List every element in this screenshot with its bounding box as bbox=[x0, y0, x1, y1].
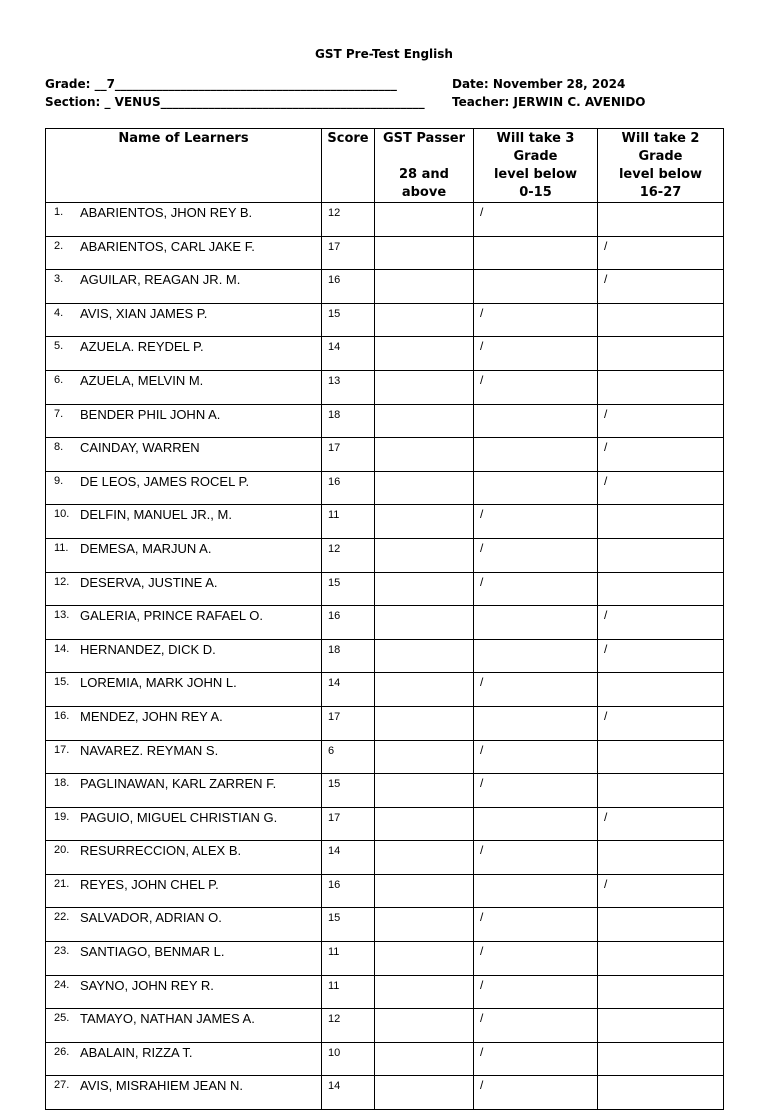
three-grade-below-cell: / bbox=[474, 1042, 598, 1076]
two-grade-below-cell: / bbox=[598, 236, 724, 270]
table-row bbox=[46, 673, 724, 707]
score-cell: 15 bbox=[322, 303, 375, 337]
date-line: Date: November 28, 2024 bbox=[452, 77, 626, 91]
three-grade-below-cell bbox=[474, 471, 598, 505]
gst-passer-cell bbox=[375, 337, 474, 371]
score-cell: 11 bbox=[322, 505, 375, 539]
learner-name: SAYNO, JOHN REY R. bbox=[80, 977, 214, 993]
three-grade-below-cell bbox=[474, 270, 598, 304]
header-score: Score bbox=[322, 129, 375, 203]
learner-name-cell bbox=[46, 203, 322, 237]
row-number: 6. bbox=[54, 373, 64, 386]
header-two-line1: Will take 2 Grade bbox=[621, 131, 700, 164]
score-cell: 18 bbox=[322, 404, 375, 438]
learner-name-cell bbox=[46, 841, 322, 875]
learner-name-cell bbox=[46, 606, 322, 640]
gst-passer-cell bbox=[375, 370, 474, 404]
gst-passer-cell bbox=[375, 673, 474, 707]
learner-name-cell bbox=[46, 740, 322, 774]
learner-name: SANTIAGO, BENMAR L. bbox=[80, 944, 225, 960]
learner-name-cell bbox=[46, 774, 322, 808]
gst-passer-cell bbox=[375, 572, 474, 606]
two-grade-below-cell bbox=[598, 942, 724, 976]
three-grade-below-cell bbox=[474, 236, 598, 270]
two-grade-below-cell: / bbox=[598, 270, 724, 304]
three-grade-below-cell: / bbox=[474, 841, 598, 875]
row-number: 5. bbox=[54, 340, 64, 353]
gst-passer-cell bbox=[375, 606, 474, 640]
row-number: 25. bbox=[54, 1012, 70, 1025]
gst-passer-cell bbox=[375, 841, 474, 875]
table-row bbox=[46, 841, 724, 875]
header-three-line1: Will take 3 Grade bbox=[496, 131, 575, 164]
learner-name: PAGUIO, MIGUEL CHRISTIAN G. bbox=[80, 809, 278, 825]
gst-passer-cell bbox=[375, 807, 474, 841]
table-row bbox=[46, 370, 724, 404]
three-grade-below-cell: / bbox=[474, 505, 598, 539]
row-number: 11. bbox=[54, 541, 69, 554]
row-number: 15. bbox=[54, 676, 70, 689]
learner-name: DEMESA, MARJUN A. bbox=[80, 540, 212, 556]
two-grade-below-cell bbox=[598, 1042, 724, 1076]
table-row bbox=[46, 572, 724, 606]
score-cell: 6 bbox=[322, 740, 375, 774]
score-cell: 16 bbox=[322, 471, 375, 505]
two-grade-below-cell bbox=[598, 1076, 724, 1110]
learner-name: LOREMIA, MARK JOHN L. bbox=[80, 675, 237, 691]
gst-passer-cell bbox=[375, 639, 474, 673]
learner-name: RESURRECCION, ALEX B. bbox=[80, 843, 242, 859]
gst-passer-cell bbox=[375, 471, 474, 505]
learner-name: HERNANDEZ, DICK D. bbox=[80, 641, 216, 657]
gst-passer-cell bbox=[375, 706, 474, 740]
gst-passer-cell bbox=[375, 505, 474, 539]
score-cell: 15 bbox=[322, 774, 375, 808]
row-number: 8. bbox=[54, 441, 64, 454]
learner-name: NAVAREZ. REYMAN S. bbox=[80, 742, 219, 758]
score-cell: 10 bbox=[322, 1042, 375, 1076]
learner-name: SALVADOR, ADRIAN O. bbox=[80, 910, 222, 926]
row-number: 23. bbox=[54, 945, 70, 958]
two-grade-below-cell bbox=[598, 538, 724, 572]
score-cell: 14 bbox=[322, 337, 375, 371]
header-three-grade-below bbox=[474, 129, 598, 203]
learner-name: TAMAYO, NATHAN JAMES A. bbox=[80, 1011, 255, 1027]
learner-name: AVIS, XIAN JAMES P. bbox=[80, 305, 208, 321]
three-grade-below-cell bbox=[474, 606, 598, 640]
learner-name-cell bbox=[46, 303, 322, 337]
learners-table bbox=[45, 128, 724, 1110]
table-row bbox=[46, 1042, 724, 1076]
learner-name: MENDEZ, JOHN REY A. bbox=[80, 708, 223, 724]
two-grade-below-cell bbox=[598, 203, 724, 237]
three-grade-below-cell bbox=[474, 639, 598, 673]
gst-passer-cell bbox=[375, 270, 474, 304]
score-cell: 16 bbox=[322, 606, 375, 640]
score-cell: 11 bbox=[322, 975, 375, 1009]
row-number: 12. bbox=[54, 575, 70, 588]
three-grade-below-cell: / bbox=[474, 572, 598, 606]
learner-name: AZUELA, MELVIN M. bbox=[80, 372, 204, 388]
table-row bbox=[46, 1076, 724, 1110]
learner-name-cell bbox=[46, 1009, 322, 1043]
learner-name: GALERIA, PRINCE RAFAEL O. bbox=[80, 608, 264, 624]
learner-name-cell bbox=[46, 975, 322, 1009]
header-gst-passer bbox=[375, 129, 474, 203]
score-cell: 14 bbox=[322, 673, 375, 707]
row-number: 18. bbox=[54, 777, 70, 790]
row-number: 24. bbox=[54, 978, 70, 991]
three-grade-below-cell: / bbox=[474, 1009, 598, 1043]
header-gst-line1: GST Passer bbox=[382, 131, 466, 146]
score-cell: 18 bbox=[322, 639, 375, 673]
two-grade-below-cell: / bbox=[598, 471, 724, 505]
row-number: 17. bbox=[54, 743, 70, 756]
score-cell: 13 bbox=[322, 370, 375, 404]
two-grade-below-cell bbox=[598, 1009, 724, 1043]
table-row bbox=[46, 706, 724, 740]
learner-name: ABARIENTOS, CARL JAKE F. bbox=[80, 238, 255, 254]
score-cell: 12 bbox=[322, 203, 375, 237]
table-row bbox=[46, 975, 724, 1009]
row-number: 3. bbox=[54, 273, 64, 286]
table-row bbox=[46, 740, 724, 774]
row-number: 13. bbox=[54, 609, 70, 622]
gst-passer-cell bbox=[375, 404, 474, 438]
table-row bbox=[46, 270, 724, 304]
learner-name-cell bbox=[46, 538, 322, 572]
gst-passer-cell bbox=[375, 303, 474, 337]
gst-passer-cell bbox=[375, 438, 474, 472]
learner-name-cell bbox=[46, 1076, 322, 1110]
learner-name: REYES, JOHN CHEL P. bbox=[80, 876, 219, 892]
row-number: 1. bbox=[54, 206, 64, 218]
three-grade-below-cell: / bbox=[474, 303, 598, 337]
table-row bbox=[46, 505, 724, 539]
learner-name: CAINDAY, WARREN bbox=[80, 440, 200, 456]
three-grade-below-cell: / bbox=[474, 538, 598, 572]
learner-name: DE LEOS, JAMES ROCEL P. bbox=[80, 473, 250, 489]
three-grade-below-cell: / bbox=[474, 673, 598, 707]
two-grade-below-cell bbox=[598, 774, 724, 808]
table-row bbox=[46, 404, 724, 438]
row-number: 27. bbox=[54, 1079, 70, 1092]
two-grade-below-cell bbox=[598, 572, 724, 606]
row-number: 2. bbox=[54, 239, 64, 252]
row-number: 4. bbox=[54, 306, 64, 319]
learner-name: BENDER PHIL JOHN A. bbox=[80, 406, 221, 422]
table-row bbox=[46, 236, 724, 270]
score-cell: 15 bbox=[322, 908, 375, 942]
three-grade-below-cell bbox=[474, 404, 598, 438]
learner-name: DELFIN, MANUEL JR., M. bbox=[80, 507, 232, 523]
learner-name-cell bbox=[46, 673, 322, 707]
two-grade-below-cell: / bbox=[598, 404, 724, 438]
two-grade-below-cell bbox=[598, 370, 724, 404]
three-grade-below-cell: / bbox=[474, 203, 598, 237]
learner-name: ABARIENTOS, JHON REY B. bbox=[80, 205, 253, 220]
learner-name-cell bbox=[46, 1042, 322, 1076]
row-number: 16. bbox=[54, 709, 70, 722]
gst-passer-cell bbox=[375, 740, 474, 774]
table-row bbox=[46, 942, 724, 976]
score-cell: 17 bbox=[322, 807, 375, 841]
three-grade-below-cell: / bbox=[474, 774, 598, 808]
learner-name: AVIS, MISRAHIEM JEAN N. bbox=[80, 1078, 244, 1094]
learner-name-cell bbox=[46, 438, 322, 472]
learner-name-cell bbox=[46, 572, 322, 606]
learner-name-cell bbox=[46, 706, 322, 740]
two-grade-below-cell: / bbox=[598, 606, 724, 640]
two-grade-below-cell bbox=[598, 303, 724, 337]
row-number: 7. bbox=[54, 407, 64, 420]
header-two-line3: 16-27 bbox=[639, 185, 682, 200]
three-grade-below-cell: / bbox=[474, 370, 598, 404]
score-cell: 16 bbox=[322, 270, 375, 304]
learner-name-cell bbox=[46, 471, 322, 505]
row-number: 9. bbox=[54, 474, 64, 487]
row-number: 14. bbox=[54, 642, 70, 655]
table-row bbox=[46, 807, 724, 841]
score-cell: 17 bbox=[322, 706, 375, 740]
two-grade-below-cell: / bbox=[598, 706, 724, 740]
three-grade-below-cell: / bbox=[474, 740, 598, 774]
three-grade-below-cell: / bbox=[474, 1076, 598, 1110]
header-two-grade-below bbox=[598, 129, 724, 203]
gst-passer-cell bbox=[375, 975, 474, 1009]
header-name-of-learners: Name of Learners bbox=[46, 129, 322, 203]
header-gst-line2: 28 and above bbox=[399, 167, 449, 200]
score-cell: 12 bbox=[322, 1009, 375, 1043]
gst-passer-cell bbox=[375, 942, 474, 976]
learner-name-cell bbox=[46, 505, 322, 539]
two-grade-below-cell: / bbox=[598, 807, 724, 841]
learner-name-cell bbox=[46, 337, 322, 371]
gst-passer-cell bbox=[375, 774, 474, 808]
learner-name: PAGLINAWAN, KARL ZARREN F. bbox=[80, 776, 277, 792]
two-grade-below-cell bbox=[598, 505, 724, 539]
learner-name-cell bbox=[46, 236, 322, 270]
table-row bbox=[46, 337, 724, 371]
score-cell: 12 bbox=[322, 538, 375, 572]
two-grade-below-cell bbox=[598, 337, 724, 371]
learner-name-cell bbox=[46, 908, 322, 942]
gst-passer-cell bbox=[375, 874, 474, 908]
score-cell: 17 bbox=[322, 438, 375, 472]
table-row bbox=[46, 1009, 724, 1043]
learner-name-cell bbox=[46, 639, 322, 673]
table-row bbox=[46, 639, 724, 673]
header-three-line3: 0-15 bbox=[519, 185, 552, 200]
row-number: 10. bbox=[54, 508, 70, 521]
gst-passer-cell bbox=[375, 538, 474, 572]
score-cell: 15 bbox=[322, 572, 375, 606]
table-row bbox=[46, 471, 724, 505]
learner-name-cell bbox=[46, 874, 322, 908]
learner-name-cell bbox=[46, 270, 322, 304]
three-grade-below-cell: / bbox=[474, 337, 598, 371]
teacher-line: Teacher: JERWIN C. AVENIDO bbox=[452, 95, 646, 109]
score-cell: 14 bbox=[322, 841, 375, 875]
learner-name-cell bbox=[46, 370, 322, 404]
row-number: 20. bbox=[54, 844, 70, 857]
learner-name-cell bbox=[46, 807, 322, 841]
three-grade-below-cell: / bbox=[474, 908, 598, 942]
three-grade-below-cell bbox=[474, 706, 598, 740]
table-row bbox=[46, 774, 724, 808]
table-row bbox=[46, 438, 724, 472]
three-grade-below-cell bbox=[474, 438, 598, 472]
two-grade-below-cell bbox=[598, 908, 724, 942]
document-title: GST Pre-Test English bbox=[315, 47, 453, 61]
three-grade-below-cell bbox=[474, 874, 598, 908]
learner-name-cell bbox=[46, 404, 322, 438]
score-cell: 11 bbox=[322, 942, 375, 976]
two-grade-below-cell bbox=[598, 841, 724, 875]
gst-passer-cell bbox=[375, 1009, 474, 1043]
gst-passer-cell bbox=[375, 908, 474, 942]
table-row bbox=[46, 606, 724, 640]
gst-passer-cell bbox=[375, 1042, 474, 1076]
table-row bbox=[46, 908, 724, 942]
gst-passer-cell bbox=[375, 236, 474, 270]
header-three-line2: level below bbox=[493, 167, 578, 182]
row-number: 26. bbox=[54, 1045, 70, 1058]
two-grade-below-cell bbox=[598, 975, 724, 1009]
three-grade-below-cell: / bbox=[474, 942, 598, 976]
gst-passer-cell bbox=[375, 1076, 474, 1110]
two-grade-below-cell bbox=[598, 673, 724, 707]
score-cell: 17 bbox=[322, 236, 375, 270]
row-number: 19. bbox=[54, 810, 70, 823]
learner-name: ABALAIN, RIZZA T. bbox=[80, 1044, 193, 1060]
learner-name: DESERVA, JUSTINE A. bbox=[80, 574, 218, 590]
three-grade-below-cell: / bbox=[474, 975, 598, 1009]
table-row bbox=[46, 303, 724, 337]
learner-name-cell bbox=[46, 942, 322, 976]
score-cell: 16 bbox=[322, 874, 375, 908]
score-cell: 14 bbox=[322, 1076, 375, 1110]
gst-passer-cell bbox=[375, 203, 474, 237]
learner-name: AZUELA. REYDEL P. bbox=[80, 339, 204, 355]
table-row bbox=[46, 874, 724, 908]
table-header-row bbox=[46, 129, 724, 203]
header-two-line2: level below bbox=[618, 167, 703, 182]
table-row bbox=[46, 538, 724, 572]
learner-name: AGUILAR, REAGAN JR. M. bbox=[80, 272, 241, 288]
grade-line: Grade: __7_______________________________________________ bbox=[45, 77, 397, 91]
two-grade-below-cell bbox=[598, 740, 724, 774]
row-number: 22. bbox=[54, 911, 70, 924]
three-grade-below-cell bbox=[474, 807, 598, 841]
row-number: 21. bbox=[54, 877, 70, 890]
section-line: Section: _ VENUS____________________________________________ bbox=[45, 95, 425, 109]
table-row bbox=[46, 203, 724, 237]
two-grade-below-cell: / bbox=[598, 438, 724, 472]
two-grade-below-cell: / bbox=[598, 874, 724, 908]
two-grade-below-cell: / bbox=[598, 639, 724, 673]
